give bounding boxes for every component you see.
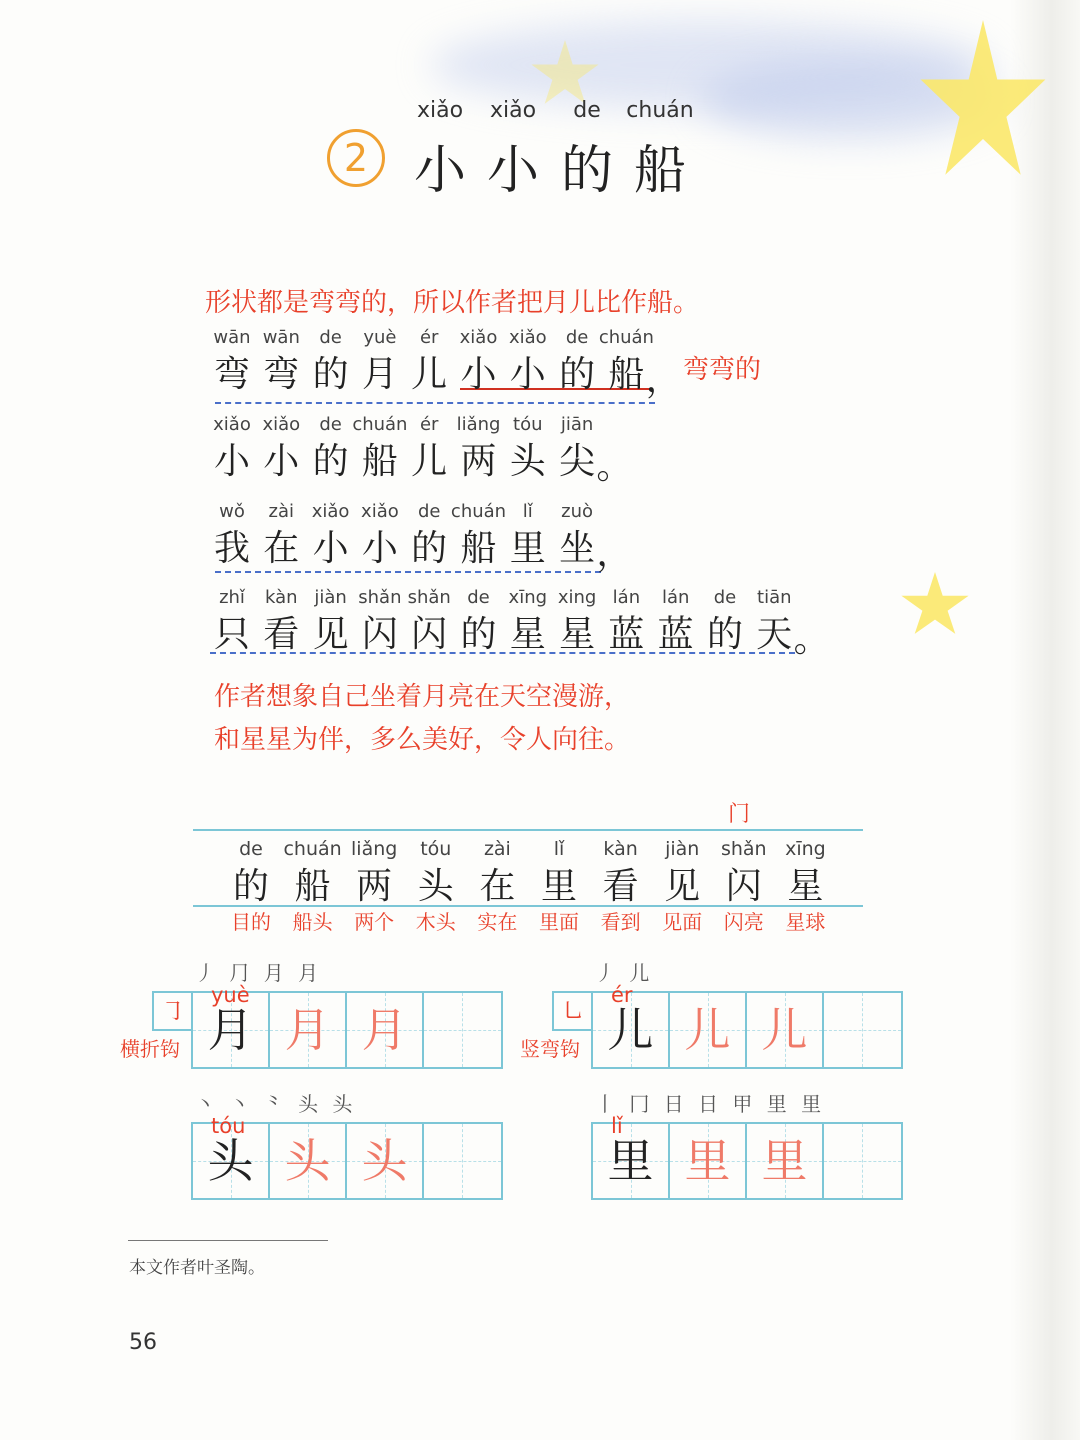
poem-pinyin: xiǎo bbox=[213, 414, 251, 435]
poem-char: 天 bbox=[756, 614, 793, 655]
writing-cell[interactable] bbox=[347, 1124, 424, 1198]
poem-char: 小 bbox=[460, 354, 497, 395]
vocab-char: 的 bbox=[232, 866, 270, 907]
writing-grid bbox=[591, 1122, 903, 1200]
vocab-char: 看 bbox=[602, 866, 639, 907]
poem-char: 在 bbox=[263, 528, 300, 569]
poem-char: 船 bbox=[361, 441, 398, 482]
poem-pinyin: zhǐ bbox=[219, 587, 245, 608]
title-pinyin: chuán bbox=[626, 98, 694, 123]
poem-char: 的 bbox=[559, 354, 596, 395]
title-char: 小 bbox=[413, 141, 467, 201]
poem-pinyin: xing bbox=[557, 587, 597, 608]
writing-cell[interactable] bbox=[424, 993, 501, 1067]
poem-char: 的 bbox=[312, 354, 349, 395]
page-spine-shadow bbox=[1010, 0, 1080, 1440]
vocab-char: 两 bbox=[356, 866, 393, 907]
vocab-pinyin: tóu bbox=[420, 838, 452, 860]
writing-cell[interactable] bbox=[347, 993, 424, 1067]
dashed-underline bbox=[215, 571, 601, 573]
poem-char: 小 bbox=[213, 441, 251, 482]
poem-char: 头 bbox=[509, 441, 546, 482]
poem-pinyin: tóu bbox=[513, 414, 543, 435]
annotation-side: 弯弯的 bbox=[683, 355, 762, 385]
annotation-top: 形状都是弯弯的，所以作者把月儿比作船。 bbox=[205, 288, 700, 318]
vocab-word: 看到 bbox=[600, 910, 641, 934]
grid-pinyin: tóu bbox=[211, 1114, 246, 1138]
poem-char: 儿 bbox=[411, 441, 448, 482]
poem-pinyin: chuán bbox=[598, 327, 654, 348]
poem-pinyin: wān bbox=[262, 327, 300, 348]
practice-char: 里 bbox=[684, 1134, 731, 1188]
stroke-order: 丿 儿 bbox=[595, 961, 654, 985]
vocab-word: 星球 bbox=[785, 910, 826, 934]
poem-char: 弯 bbox=[263, 354, 300, 395]
title-char: 的 bbox=[560, 141, 614, 201]
poem-char: 我 bbox=[213, 528, 251, 569]
poem-char: 坐 bbox=[559, 528, 596, 569]
vocab-char: 里 bbox=[540, 866, 578, 907]
title-pinyin: de bbox=[573, 98, 601, 123]
practice-char: 里 bbox=[761, 1134, 808, 1188]
poem-pinyin: de bbox=[467, 587, 490, 608]
stroke-order: 丿 ⺆ 月 月 bbox=[195, 961, 323, 985]
poem-pinyin: liǎng bbox=[456, 414, 501, 435]
poem-char: 的 bbox=[706, 614, 744, 655]
title-pinyin: xiǎo bbox=[489, 98, 537, 123]
stroke-order: 丨 冂 日 日 甲 里 里 bbox=[595, 1092, 826, 1116]
poem-char: 两 bbox=[460, 441, 497, 482]
stroke-name: 竖弯钩 bbox=[520, 1037, 580, 1061]
writing-grid bbox=[191, 1122, 503, 1200]
poem-char: 尖 bbox=[559, 441, 596, 482]
poem-pinyin: jiān bbox=[560, 414, 594, 435]
practice-char: 月 bbox=[207, 1003, 254, 1057]
vocab-word: 里面 bbox=[539, 910, 579, 934]
writing-cell[interactable] bbox=[670, 993, 747, 1067]
vocab-word: 闪亮 bbox=[723, 910, 764, 934]
poem-char: 儿 bbox=[411, 354, 448, 395]
poem-pinyin: zài bbox=[268, 501, 295, 522]
practice-char: 头 bbox=[207, 1134, 254, 1188]
poem-pinyin: xiǎo bbox=[262, 414, 301, 435]
poem-char: 月 bbox=[361, 354, 398, 395]
vocab-word: 见面 bbox=[662, 910, 703, 934]
vocab-word: 目的 bbox=[231, 910, 271, 934]
poem-pinyin: kàn bbox=[265, 587, 298, 608]
poem-punctuation: ， bbox=[645, 359, 682, 400]
poem-pinyin: jiàn bbox=[314, 587, 347, 608]
title-char: 船 bbox=[633, 141, 687, 201]
writing-grid bbox=[191, 991, 503, 1069]
vocab-pinyin: xīng bbox=[785, 838, 826, 860]
vocab-char: 见 bbox=[664, 866, 701, 907]
poem-char: 小 bbox=[263, 441, 300, 482]
practice-char: 儿 bbox=[607, 1003, 654, 1057]
writing-cell[interactable] bbox=[270, 1124, 347, 1198]
poem-pinyin: ér bbox=[419, 414, 439, 435]
poem-char: 看 bbox=[263, 614, 300, 655]
poem-pinyin: de bbox=[417, 501, 441, 522]
poem-char: 弯 bbox=[213, 354, 251, 395]
writing-cell[interactable] bbox=[747, 993, 824, 1067]
writing-cell[interactable] bbox=[824, 993, 901, 1067]
writing-grid bbox=[591, 991, 903, 1069]
writing-cell[interactable] bbox=[593, 993, 670, 1067]
poem-pinyin: chuán bbox=[450, 501, 507, 522]
practice-char: 头 bbox=[361, 1134, 408, 1188]
grid-pinyin: yuè bbox=[211, 983, 250, 1007]
writing-cell[interactable] bbox=[270, 993, 347, 1067]
poem-char: 的 bbox=[411, 528, 448, 569]
poem-pinyin: shǎn bbox=[407, 587, 451, 608]
star-decoration-small bbox=[900, 572, 970, 640]
vocab-char: 头 bbox=[417, 866, 454, 907]
writing-cell[interactable] bbox=[747, 1124, 824, 1198]
lesson-number: 2 bbox=[327, 129, 385, 187]
writing-cell[interactable] bbox=[670, 1124, 747, 1198]
practice-char: 月 bbox=[284, 1003, 331, 1057]
vocab-top-line bbox=[193, 829, 863, 831]
poem-pinyin: de bbox=[713, 587, 737, 608]
poem-pinyin: lán bbox=[661, 587, 690, 608]
vocab-word: 两个 bbox=[354, 910, 395, 934]
practice-char: 头 bbox=[284, 1134, 331, 1188]
poem-char: 的 bbox=[312, 441, 349, 482]
vocab-char: 星 bbox=[787, 866, 824, 907]
poem-char: 船 bbox=[460, 528, 497, 569]
poem-pinyin: xiǎo bbox=[508, 327, 547, 348]
stroke-box: ㇟ bbox=[552, 991, 592, 1031]
poem-pinyin: shǎn bbox=[358, 587, 402, 608]
vocab-pinyin: chuán bbox=[283, 838, 342, 860]
practice-char: 儿 bbox=[761, 1003, 808, 1057]
poem-pinyin: ér bbox=[419, 327, 439, 348]
poem-char: 小 bbox=[361, 528, 398, 569]
grid-pinyin: ér bbox=[611, 983, 633, 1007]
poem-pinyin: xiǎo bbox=[361, 501, 399, 522]
vocab-word: 船头 bbox=[292, 910, 333, 934]
poem-pinyin: xiǎo bbox=[459, 327, 498, 348]
annotation-bottom-2: 和星星为伴，多么美好，令人向往。 bbox=[214, 725, 631, 755]
vocab-pinyin: jiàn bbox=[665, 838, 700, 860]
vocab-pinyin: kàn bbox=[603, 838, 638, 860]
poem-punctuation: 。 bbox=[793, 619, 830, 660]
poem-punctuation: ， bbox=[596, 533, 633, 574]
poem-pinyin: lǐ bbox=[522, 501, 533, 522]
poem-pinyin: de bbox=[319, 414, 342, 435]
poem-pinyin: chuán bbox=[352, 414, 408, 435]
poem-pinyin: tiān bbox=[757, 587, 792, 608]
title-char: 小 bbox=[486, 141, 540, 201]
poem-pinyin: wǒ bbox=[219, 501, 245, 522]
writing-cell[interactable] bbox=[193, 1124, 270, 1198]
dashed-underline bbox=[215, 402, 655, 404]
poem-pinyin: de bbox=[319, 327, 342, 348]
poem-char: 里 bbox=[509, 528, 546, 569]
poem-char: 星 bbox=[509, 614, 546, 655]
vocab-char: 闪 bbox=[725, 866, 762, 907]
stroke-box: ㇆ bbox=[152, 991, 192, 1031]
poem-pinyin: de bbox=[565, 327, 589, 348]
vocab-char: 船 bbox=[294, 866, 331, 907]
annotation-bottom-1: 作者想象自己坐着月亮在天空漫游， bbox=[214, 682, 631, 712]
vocab-pinyin: zài bbox=[483, 838, 511, 860]
page-number: 56 bbox=[129, 1330, 157, 1355]
practice-char: 里 bbox=[607, 1134, 654, 1188]
poem-char: 船 bbox=[608, 354, 645, 395]
poem-char: 小 bbox=[312, 528, 349, 569]
writing-cell[interactable] bbox=[593, 1124, 670, 1198]
vocab-pinyin: de bbox=[239, 838, 263, 860]
poem-char: 见 bbox=[312, 614, 349, 655]
poem-pinyin: xiǎo bbox=[311, 501, 350, 522]
title-pinyin: xiǎo bbox=[416, 98, 464, 123]
poem-char: 闪 bbox=[411, 614, 448, 655]
poem-pinyin: lán bbox=[612, 587, 641, 608]
vocab-char: 在 bbox=[479, 866, 516, 907]
vocab-note: 门 bbox=[728, 802, 751, 827]
poem-pinyin: wān bbox=[213, 327, 251, 348]
poem-char: 只 bbox=[213, 614, 251, 655]
poem-pinyin: yuè bbox=[363, 327, 397, 348]
vocab-word: 木头 bbox=[415, 910, 456, 934]
footnote: 本文作者叶圣陶。 bbox=[129, 1258, 265, 1278]
poem-char: 的 bbox=[460, 614, 497, 655]
vocab-pinyin: lǐ bbox=[553, 838, 565, 860]
poem-pinyin: xīng bbox=[508, 587, 548, 608]
grid-pinyin: lǐ bbox=[611, 1114, 623, 1138]
practice-char: 儿 bbox=[684, 1003, 731, 1057]
poem-pinyin: zuò bbox=[561, 501, 594, 522]
writing-cell[interactable] bbox=[193, 993, 270, 1067]
stroke-name: 横折钩 bbox=[120, 1037, 180, 1061]
poem-char: 闪 bbox=[361, 614, 398, 655]
practice-char: 月 bbox=[361, 1003, 408, 1057]
stroke-order: 丶 丶 ⺀ 头 头 bbox=[195, 1092, 357, 1116]
vocab-word: 实在 bbox=[477, 910, 518, 934]
poem-punctuation: 。 bbox=[596, 446, 633, 487]
poem-char: 蓝 bbox=[608, 614, 645, 655]
vocab-pinyin: shǎn bbox=[720, 838, 767, 860]
poem-char: 蓝 bbox=[657, 614, 694, 655]
poem-char: 小 bbox=[509, 354, 546, 395]
poem-char: 星 bbox=[559, 614, 596, 655]
writing-cell[interactable] bbox=[824, 1124, 901, 1198]
writing-cell[interactable] bbox=[424, 1124, 501, 1198]
footnote-rule bbox=[128, 1240, 328, 1241]
vocab-pinyin: liǎng bbox=[351, 838, 398, 860]
